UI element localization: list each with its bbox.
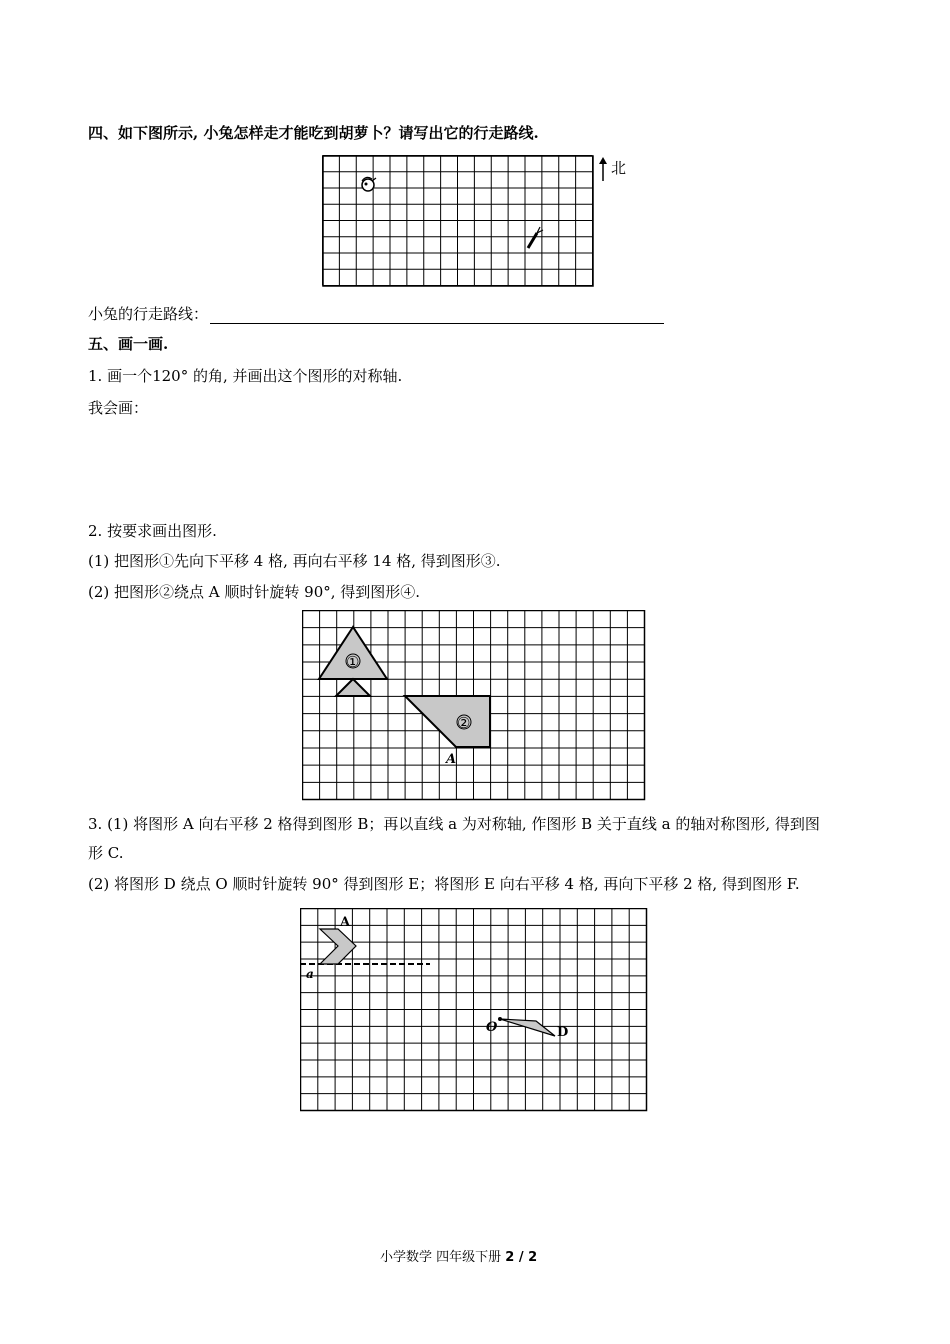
- label-2: ②: [457, 714, 471, 732]
- q2-part1: (1) 把图形①先向下平移 4 格, 再向右平移 14 格, 得到图形③.: [88, 552, 501, 570]
- footer: [380, 1248, 537, 1268]
- q3-part1-line1: 3. (1) 将图形 A 向右平移 2 格得到图形 B；再以直线 a 为对称轴, 作图形 B 关于直线 a 的轴对称图形, 得到图: [88, 815, 820, 833]
- shape-a-label: A: [340, 915, 351, 930]
- answer-blank[interactable]: [210, 309, 664, 324]
- answer-label: 小兔的行走路线：: [88, 305, 209, 323]
- q1-prompt: 我会画：: [88, 399, 149, 417]
- q3-part1-line2: 形 C.: [88, 844, 124, 862]
- carrot-icon: [528, 227, 543, 248]
- q2-part2: (2) 把图形②绕点 A 顺时针旋转 90°, 得到图形④.: [88, 583, 421, 601]
- footer-text: 小学数学 四年级下册: [380, 1250, 506, 1265]
- section4-title: 四、如下图所示, 小兔怎样走才能吃到胡萝卜？请写出它的行走路线.: [88, 124, 539, 142]
- q2-grid-figure: [302, 610, 646, 802]
- answer-line: [88, 304, 664, 324]
- q1-text: 1. 画一个120° 的角, 并画出这个图形的对称轴.: [88, 367, 403, 385]
- page-number: 2 / 2: [505, 1250, 538, 1265]
- label-1: ①: [346, 653, 360, 671]
- rabbit-grid-figure: [322, 155, 642, 289]
- q3-grid-figure: [300, 908, 648, 1113]
- point-a-label: A: [446, 752, 457, 767]
- q2-text: 2. 按要求画出图形.: [88, 522, 217, 540]
- shape-2: [405, 696, 490, 747]
- q3-part2: (2) 将图形 D 绕点 O 顺时针旋转 90° 得到图形 E；将图形 E 向右平移 4 格, 再向下平移 2 格, 得到图形 F.: [88, 875, 800, 893]
- north-label: 北: [611, 159, 627, 177]
- point-o-label: O: [486, 1020, 498, 1035]
- shape-d-label: D: [557, 1025, 569, 1040]
- north-arrow-icon: [599, 157, 607, 181]
- section5-title: 五、画一画.: [88, 335, 169, 353]
- rabbit-icon: [362, 177, 376, 191]
- line-a-label: a: [306, 967, 314, 981]
